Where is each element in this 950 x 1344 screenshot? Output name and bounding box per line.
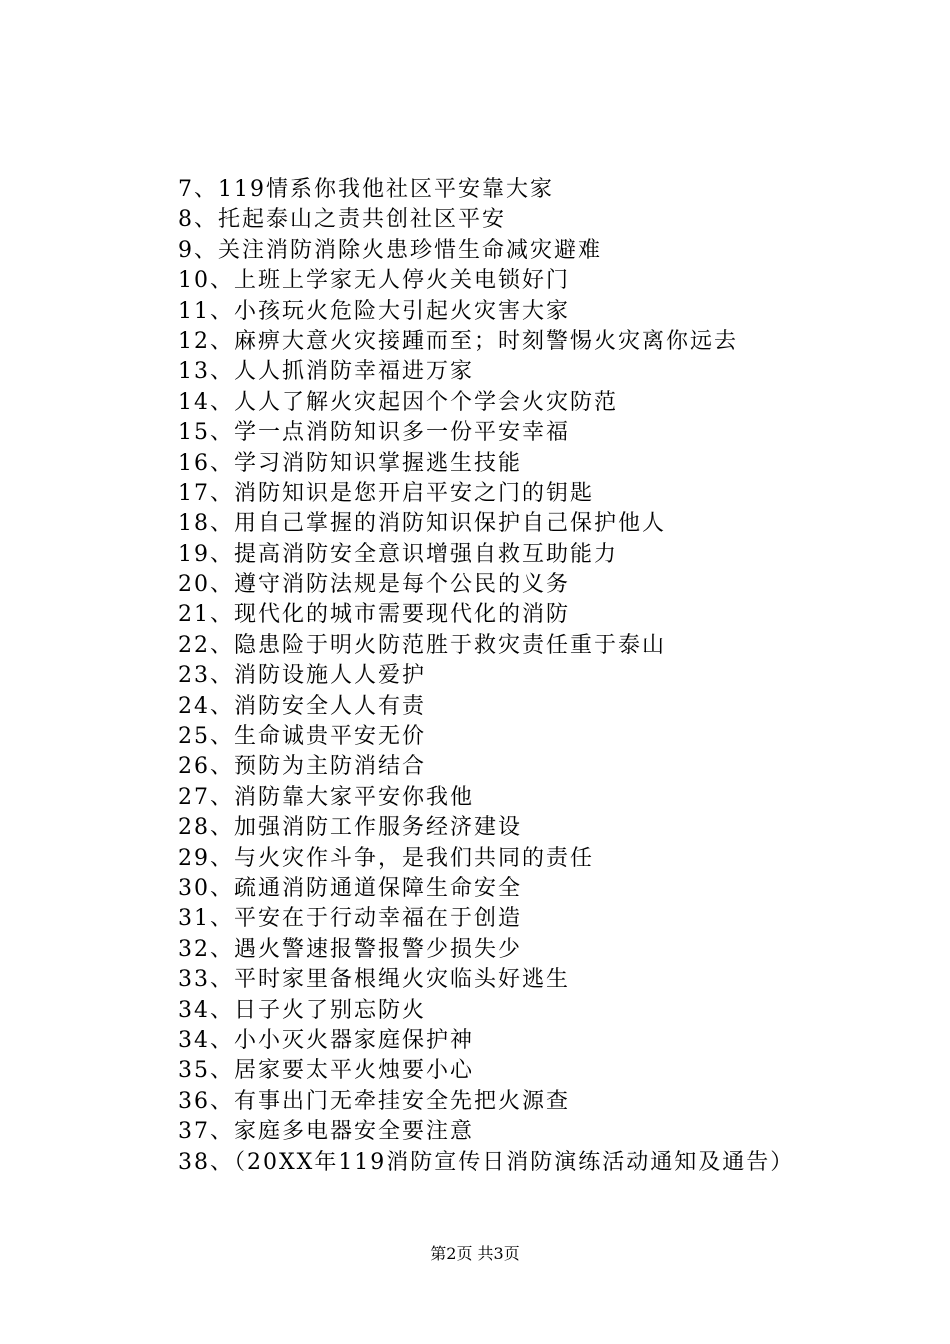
list-item: 13、人人抓消防幸福进万家 [178, 359, 474, 385]
list-item: 11、小孩玩火危险大引起火灾害大家 [178, 298, 570, 324]
list-item: 27、消防靠大家平安你我他 [178, 784, 474, 810]
list-item: 31、平安在于行动幸福在于创造 [178, 906, 522, 932]
list-item: 33、平时家里备根绳火灾临头好逃生 [178, 967, 570, 993]
list-item: 26、预防为主防消结合 [178, 754, 426, 780]
page-footer: 第2页 共3页 [430, 1244, 520, 1263]
list-item: 16、学习消防知识掌握逃生技能 [178, 450, 522, 476]
list-item: 19、提高消防安全意识增强自救互助能力 [178, 541, 618, 567]
list-item: 28、加强消防工作服务经济建设 [178, 815, 522, 841]
slogan-list [178, 175, 878, 1178]
list-item: 22、隐患险于明火防范胜于救灾责任重于泰山 [178, 632, 666, 658]
list-item: 12、麻痹大意火灾接踵而至；时刻警惕火灾离你远去 [178, 328, 738, 354]
list-item: 17、消防知识是您开启平安之门的钥匙 [178, 480, 594, 506]
list-item: 29、与火灾作斗争，是我们共同的责任 [178, 845, 594, 871]
list-item: 18、用自己掌握的消防知识保护自己保护他人 [178, 511, 666, 537]
list-item: 9、关注消防消除火患珍惜生命减灾避难 [178, 237, 602, 263]
list-item: 34、日子火了别忘防火 [178, 997, 426, 1023]
list-item: 37、家庭多电器安全要注意 [178, 1119, 474, 1145]
list-item: 24、消防安全人人有责 [178, 693, 426, 719]
list-item: 25、生命诚贵平安无价 [178, 724, 426, 750]
list-item: 15、学一点消防知识多一份平安幸福 [178, 420, 570, 446]
list-item: 35、居家要太平火烛要小心 [178, 1058, 474, 1084]
list-item: 8、托起泰山之责共创社区平安 [178, 207, 506, 233]
list-item: 7、119情系你我他社区平安靠大家 [178, 177, 554, 202]
list-item: 32、遇火警速报警报警少损失少 [178, 936, 522, 962]
list-item: 20、遵守消防法规是每个公民的义务 [178, 572, 570, 598]
list-item: 38、（20XX年119消防宣传日消防演练活动通知及通告） [178, 1149, 795, 1175]
list-item: 21、现代化的城市需要现代化的消防 [178, 602, 570, 628]
list-item: 30、疏通消防通道保障生命安全 [178, 875, 522, 901]
list-item: 10、上班上学家无人停火关电锁好门 [178, 268, 570, 294]
list-item: 34、小小灭火器家庭保护神 [178, 1027, 474, 1053]
list-item: 23、消防设施人人爱护 [178, 663, 426, 689]
list-item: 36、有事出门无牵挂安全先把火源查 [178, 1088, 570, 1114]
list-item: 14、人人了解火灾起因个个学会火灾防范 [178, 389, 618, 415]
